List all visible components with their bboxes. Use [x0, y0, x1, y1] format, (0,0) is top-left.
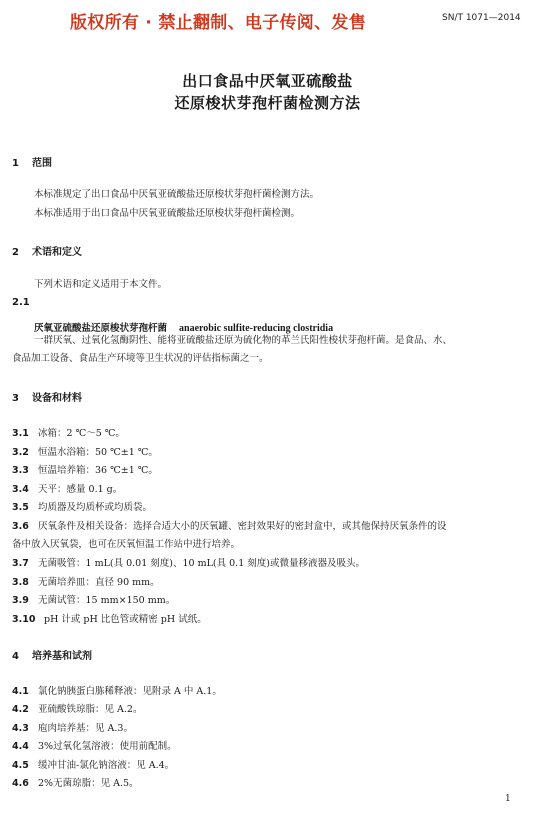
- list-item: 4.4 3%过氧化氢溶液：使用前配制。: [12, 741, 177, 752]
- list-item: 3.7 无菌吸管：1 mL(具 0.01 刻度)、10 mL(具 0.1 刻度)或微量移液器及吸头。: [12, 558, 365, 569]
- section-title: 术语和定义: [32, 247, 82, 258]
- list-item: 3.8 无菌培养皿：直径 90 mm。: [12, 577, 160, 588]
- document-number: SN/T 1071—2014: [442, 13, 521, 23]
- term-entry: [34, 316, 333, 335]
- paragraph: 本标准适用于出口食品中厌氧亚硫酸盐还原梭状芽孢杆菌检测。: [34, 208, 301, 219]
- section-number: 2: [12, 247, 19, 258]
- list-item: 4.2 亚硫酸铁琼脂：见 A.2。: [12, 704, 143, 715]
- list-item: 3.4 天平：感量 0.1 g。: [12, 484, 123, 495]
- section-number: 3: [12, 393, 19, 404]
- list-item-continuation: 备中放入厌氧袋，也可在厌氧恒温工作站中进行培养。: [12, 539, 241, 550]
- list-item: 3.2 恒温水浴箱：50 ℃±1 ℃。: [12, 447, 158, 458]
- list-item: 3.5 均质器及均质杯或均质袋。: [12, 502, 153, 513]
- list-item: 3.1 冰箱：2 ℃～5 ℃。: [12, 428, 125, 439]
- list-item: 3.3 恒温培养箱：36 ℃±1 ℃。: [12, 465, 158, 476]
- section-title: 设备和材料: [32, 393, 82, 404]
- paragraph: 本标准规定了出口食品中厌氧亚硫酸盐还原梭状芽孢杆菌检测方法。: [34, 189, 320, 200]
- section-4-heading: [12, 647, 92, 662]
- title-line-2: 还原梭状芽孢杆菌检测方法: [174, 94, 361, 112]
- list-item: 4.5 缓冲甘油-氯化钠溶液：见 A.4。: [12, 760, 175, 771]
- list-item: 3.6 厌氧条件及相关设备：选择合适大小的厌氧罐、密封效果好的密封盒中，或其他保持厌氧条件的设: [12, 521, 447, 532]
- list-item: 3.9 无菌试管：15 mm×150 mm。: [12, 595, 176, 606]
- list-item: 4.1 氯化钠胰蛋白胨稀释液：见附录 A 中 A.1。: [12, 686, 222, 697]
- section-title: 培养基和试剂: [32, 651, 92, 662]
- list-item: 4.6 2%无菌琼脂：见 A.5。: [12, 778, 139, 789]
- term-english: anaerobic sulfite-reducing clostridia: [179, 323, 334, 334]
- page-number: 1: [505, 794, 511, 804]
- section-number: 4: [12, 651, 19, 662]
- copyright-watermark: 版权所有 · 禁止翻制、电子传阅、发售: [70, 13, 366, 33]
- term-number: 2.1: [12, 297, 30, 308]
- section-2-heading: [12, 243, 82, 258]
- definition-line: 一群厌氧、过氧化氢酶阴性、能将亚硫酸盐还原为硫化物的革兰氏阳性梭状芽孢杆菌。是食品、水、: [34, 335, 453, 346]
- section-title: 范围: [32, 158, 52, 169]
- paragraph: 下列术语和定义适用于本文件。: [34, 279, 168, 290]
- section-number: 1: [12, 158, 19, 169]
- term-chinese: 厌氧亚硫酸盐还原梭状芽孢杆菌: [34, 323, 168, 334]
- section-1-heading: [12, 154, 52, 169]
- definition-line: 食品加工设备、食品生产环境等卫生状况的评估指标菌之一。: [12, 353, 269, 364]
- title-line-1: 出口食品中厌氧亚硫酸盐: [182, 72, 353, 90]
- section-3-heading: [12, 389, 82, 404]
- list-item: 4.3 庖肉培养基：见 A.3。: [12, 723, 133, 734]
- list-item: 3.10 pH 计或 pH 比色管或精密 pH 试纸。: [12, 614, 207, 625]
